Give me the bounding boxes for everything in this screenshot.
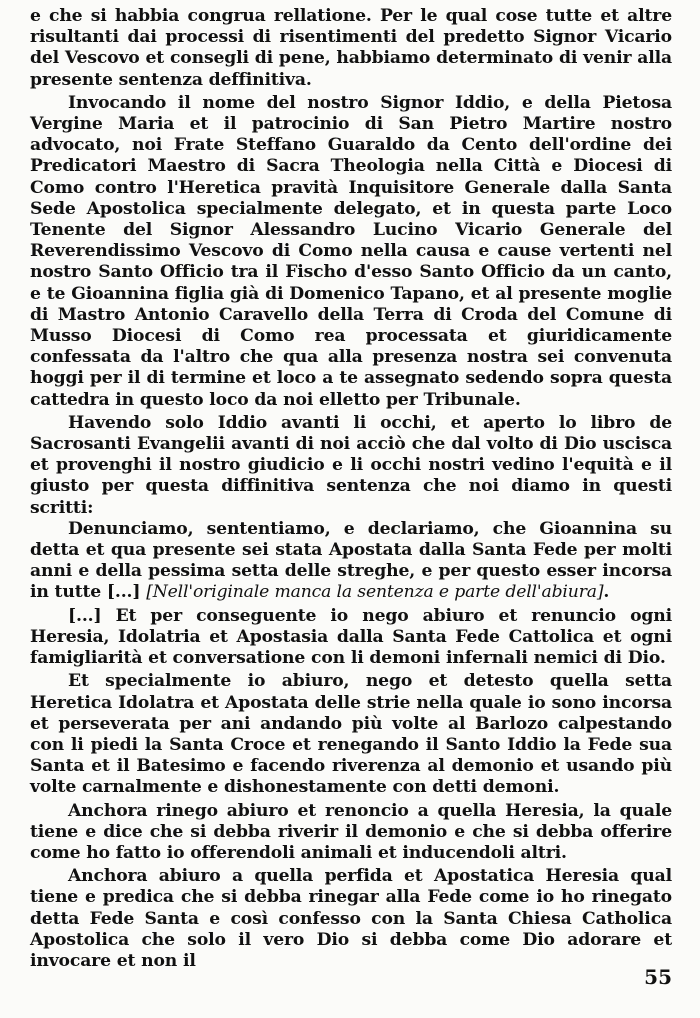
paragraph-gospel: Havendo solo Iddio avanti li occhi, et aperto lo libro de Sacrosanti Evangelii avanti di noi acciò che dal volto di Dio uscisca et provenghi il nostro giudicio e li occhi nostri vedino l'equità e il giusto per questa diffinitiva sentenza che noi diamo in questi scritti: [30,412,672,518]
document-page [30,6,672,972]
page-number: 55 [644,965,672,989]
paragraph-renounce-heresy: Anchora rinego abiuro et renoncio a quella Heresia, la quale tiene e dice che si debba riverir il demonio e che si debba offerire come ho fatto io offerendoli animali et inducendoli altri. [30,800,672,863]
paragraph-abjuration: [...] Et per conseguente io nego abiuro et renuncio ogni Heresia, Idolatria et Apostasia dalla Santa Fede Cattolica et ogni famigliarità et conversatione con li demoni infernali nemici di Dio. [30,605,672,669]
paragraph-invocation: Invocando il nome del nostro Signor Iddio, e della Pietosa Vergine Maria et il patrocinio di San Pietro Martire nostro advocato, noi Frate Steffano Guaraldo da Cento dell'ordine dei Predicatori Maestro di Sacra Theologia nella Città e Diocesi di Como contro l'Heretica pravità Inquisitore Generale dalla Santa Sede Apostolica specialmente delegato, et in questa parte Loco Tenente del Signor Alessandro Lucino Vicario Generale del Reverendissimo Vescovo di Como nella causa e cause vertenti nel nostro Santo Officio tra il Fischo d'esso Santo Officio da un canto, e te Gioannina figlia già di Domenico Tapano, et al presente moglie di Mastro Antonio Caravello della Terra di Croda del Comune di Musso Diocesi di Como rea processata et giuridicamente confessata da l'altro che qua alla presenza nostra sei convenuta hoggi per il di termine et loco a te assegnato sedendo sopra questa cattedra in questo loco da noi elletto per Tribunale. [30,92,672,410]
paragraph-sentence [30,519,672,604]
ellipsis-bracket: [...] [106,582,147,603]
sentence-text: Denunciamo, sententiamo, e declariamo, che Gioannina su detta et qua presente sei stata Apostata dalla Santa Fede per molti anni e della pessima setta delle streghe, e per questo esser incorsa in tutte [30,518,672,603]
paragraph-intro: e che si habbia congrua rellatione. Per le qual cose tutte et altre risultanti dai processi di risentimenti del predetto Signor Vicario del Vescovo et consegli di pene, habbiamo determinato di venir alla presente sentenza deffinitiva. [30,6,672,90]
note-period: . [603,582,610,603]
paragraph-apostatic-heresy: Anchora abiuro a quella perfida et Apostatica Heresia qual tiene e predica che si debba rinegar alla Fede come io ho rinegato detta Fede Santa e così confesso con la Santa Chiesa Catholica Apostolica che solo il vero Dio si debba come Dio adorare et invocare et non il [30,866,672,971]
paragraph-specific-abjuration: Et specialmente io abiuro, nego et detesto quella setta Heretica Idolatra et Apostata delle strie nella quale io sono incorsa et perseverata per ani andando più volte al Barlozo calpestando con li piedi la Santa Croce et renegando il Santo Iddio la Fede sua Santa et il Batesimo e facendo riverenza al demonio et usando più volte carnalmente e dishonestamente con detti demoni. [30,671,672,798]
editorial-note: [Nell'originale manca la sentenza e parte dell'abiura] [146,582,604,603]
